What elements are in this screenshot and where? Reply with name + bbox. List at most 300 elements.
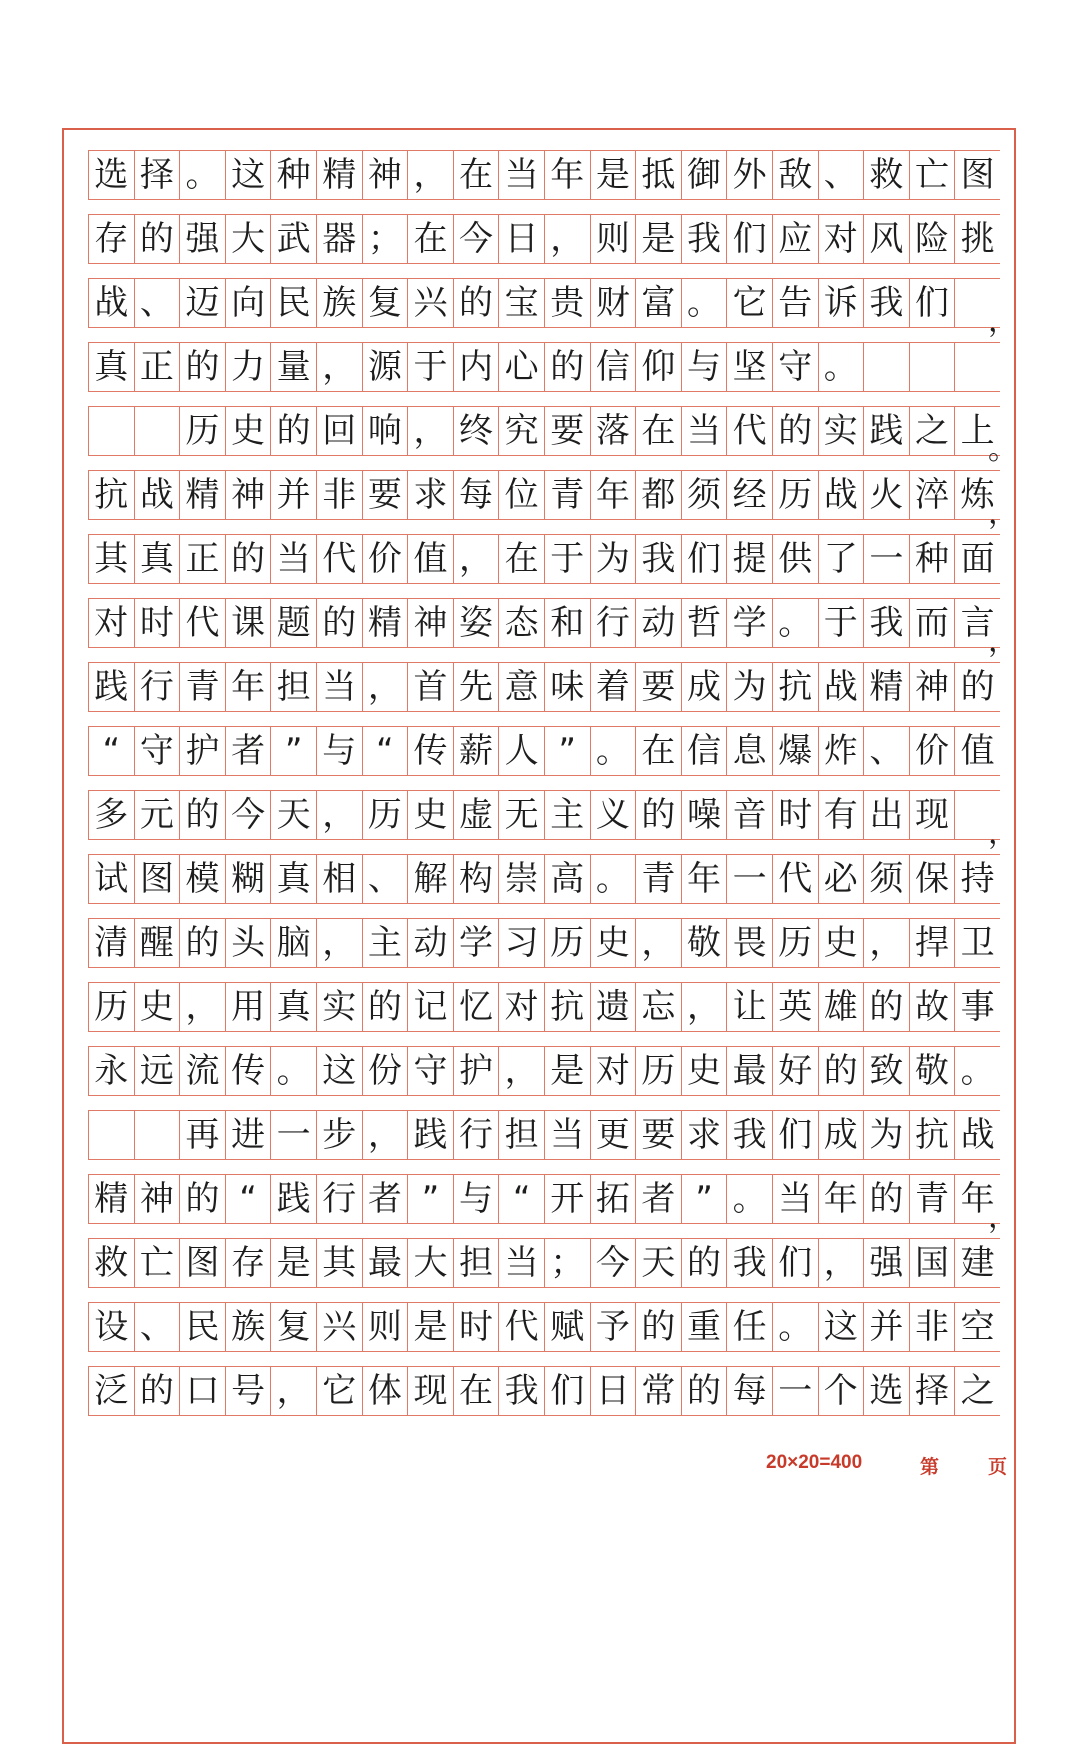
grid-row — [88, 726, 1000, 790]
grid-cell: 对 — [818, 214, 864, 264]
grid-cell: 真 — [270, 982, 316, 1032]
page-prefix-label: 第 — [920, 1457, 940, 1478]
grid-cell: 救 — [88, 1238, 134, 1288]
grid-cell: 经 — [726, 470, 772, 520]
grid-cell — [134, 406, 180, 456]
grid-cell: 要 — [635, 662, 681, 712]
grid-cell: 今 — [453, 214, 499, 264]
grid-cell: 大 — [407, 1238, 453, 1288]
grid-cell: 泛 — [88, 1366, 134, 1416]
grid-cell: 器 — [316, 214, 362, 264]
grid-cell: 大 — [225, 214, 271, 264]
grid-cell: 守 — [772, 342, 818, 392]
grid-row — [88, 1302, 1000, 1366]
grid-cell: 。 — [179, 150, 225, 200]
grid-cell: 的 — [316, 598, 362, 648]
grid-cell: 战 — [818, 662, 864, 712]
grid-cell: 则 — [362, 1302, 408, 1352]
grid-cell: 历 — [772, 470, 818, 520]
grid-cell: 真 — [88, 342, 134, 392]
grid-cell: 是 — [544, 1046, 590, 1096]
grid-cell: 我 — [726, 1110, 772, 1160]
grid-row — [88, 406, 1018, 470]
grid-cell: 青 — [544, 470, 590, 520]
grid-cell: 守 — [407, 1046, 453, 1096]
grid-cell: 担 — [270, 662, 316, 712]
grid-cell: 对 — [88, 598, 134, 648]
grid-row — [88, 1174, 1018, 1238]
grid-cell: ， — [407, 150, 453, 200]
margin-punctuation: ， — [988, 496, 1018, 531]
grid-cell: 保 — [909, 854, 955, 904]
grid-cell: 向 — [225, 278, 271, 328]
grid-cell: 信 — [590, 342, 636, 392]
grid-cell: 在 — [453, 150, 499, 200]
grid-cell: 一 — [270, 1110, 316, 1160]
grid-cell: 。 — [772, 1302, 818, 1352]
grid-cell: 成 — [681, 662, 727, 712]
grid-cell: 们 — [909, 278, 955, 328]
grid-row — [88, 534, 1000, 598]
grid-cell: 值 — [407, 534, 453, 584]
grid-cell: ， — [407, 406, 453, 456]
grid-cell: 者 — [635, 1174, 681, 1224]
grid-cell: 护 — [179, 726, 225, 776]
grid-cell: 持 — [954, 854, 1000, 904]
grid-cell: 当 — [681, 406, 727, 456]
grid-cell: 忆 — [453, 982, 499, 1032]
grid-cell: “ — [362, 726, 408, 776]
grid-cell: 事 — [954, 982, 1000, 1032]
grid-row — [88, 150, 1000, 214]
grid-cell: 历 — [88, 982, 134, 1032]
grid-cell: 淬 — [909, 470, 955, 520]
grid-cell: 值 — [954, 726, 1000, 776]
grid-cell: 战 — [818, 470, 864, 520]
grid-cell: 我 — [498, 1366, 544, 1416]
grid-cell: 永 — [88, 1046, 134, 1096]
grid-row — [88, 214, 1000, 278]
grid-cell: 、 — [362, 854, 408, 904]
grid-cell: 在 — [453, 1366, 499, 1416]
grid-cell: 敌 — [772, 150, 818, 200]
grid-cell: 份 — [362, 1046, 408, 1096]
grid-cell: ” — [407, 1174, 453, 1224]
grid-cell: 今 — [225, 790, 271, 840]
grid-cell: 之 — [909, 406, 955, 456]
grid-cell: 进 — [225, 1110, 271, 1160]
grid-row — [88, 1046, 1000, 1110]
grid-cell: 的 — [179, 342, 225, 392]
grid-cell: 当 — [544, 1110, 590, 1160]
grid-cell — [88, 1110, 134, 1160]
grid-cell: 兴 — [407, 278, 453, 328]
grid-cell: 历 — [544, 918, 590, 968]
grid-cell: 是 — [407, 1302, 453, 1352]
grid-cell: 元 — [134, 790, 180, 840]
grid-cell: 相 — [316, 854, 362, 904]
grid-cell: 的 — [681, 1366, 727, 1416]
grid-cell: 仰 — [635, 342, 681, 392]
grid-cell: 与 — [453, 1174, 499, 1224]
grid-cell: 选 — [88, 150, 134, 200]
grid-cell: 种 — [270, 150, 316, 200]
grid-cell: 日 — [590, 1366, 636, 1416]
grid-cell: 史 — [225, 406, 271, 456]
grid-cell: 记 — [407, 982, 453, 1032]
grid-cell: 们 — [544, 1366, 590, 1416]
grid-cell: 代 — [316, 534, 362, 584]
grid-cell — [954, 342, 1000, 392]
grid-cell: 源 — [362, 342, 408, 392]
grid-cell: ， — [681, 982, 727, 1032]
grid-cell: 的 — [179, 1174, 225, 1224]
grid-cell: 守 — [134, 726, 180, 776]
grid-cell: 年 — [590, 470, 636, 520]
grid-cell: 态 — [498, 598, 544, 648]
page-footer — [766, 1452, 1016, 1476]
grid-cell: ” — [681, 1174, 727, 1224]
grid-cell: 真 — [270, 854, 316, 904]
grid-cell: 宝 — [498, 278, 544, 328]
grid-cell: 存 — [88, 214, 134, 264]
grid-row — [88, 918, 1000, 982]
grid-cell: 的 — [134, 1366, 180, 1416]
grid-cell: 。 — [270, 1046, 316, 1096]
grid-cell: 我 — [681, 214, 727, 264]
grid-cell: 其 — [316, 1238, 362, 1288]
grid-cell: 历 — [179, 406, 225, 456]
grid-cell: 炼 — [954, 470, 1000, 520]
grid-cell: 号 — [225, 1366, 271, 1416]
grid-cell: 今 — [590, 1238, 636, 1288]
grid-cell: 我 — [726, 1238, 772, 1288]
grid-cell: 年 — [544, 150, 590, 200]
grid-cell: 非 — [909, 1302, 955, 1352]
grid-cell: 姿 — [453, 598, 499, 648]
grid-cell: 空 — [954, 1302, 1000, 1352]
grid-row — [88, 278, 1018, 342]
grid-cell: 在 — [407, 214, 453, 264]
grid-cell: 历 — [635, 1046, 681, 1096]
grid-cell: 卫 — [954, 918, 1000, 968]
grid-cell: 的 — [453, 278, 499, 328]
grid-cell: 这 — [818, 1302, 864, 1352]
grid-cell: 年 — [954, 1174, 1000, 1224]
grid-cell: 战 — [954, 1110, 1000, 1160]
grid-cell: 要 — [635, 1110, 681, 1160]
grid-cell: 重 — [681, 1302, 727, 1352]
grid-cell: 个 — [818, 1366, 864, 1416]
grid-cell: 内 — [453, 342, 499, 392]
grid-cell: 神 — [407, 598, 453, 648]
grid-cell: ， — [316, 918, 362, 968]
margin-punctuation: ， — [988, 816, 1018, 851]
grid-cell: 的 — [635, 1302, 681, 1352]
grid-cell: 言 — [954, 598, 1000, 648]
grid-cell: 风 — [863, 214, 909, 264]
grid-cell: 真 — [134, 534, 180, 584]
grid-cell: 复 — [362, 278, 408, 328]
grid-cell: 。 — [590, 726, 636, 776]
grid-cell: 主 — [544, 790, 590, 840]
grid-cell: 解 — [407, 854, 453, 904]
margin-punctuation: ， — [988, 624, 1018, 659]
grid-cell: 醒 — [134, 918, 180, 968]
grid-cell: ， — [316, 790, 362, 840]
grid-cell: 行 — [590, 598, 636, 648]
grid-cell: 更 — [590, 1110, 636, 1160]
grid-cell: 量 — [270, 342, 316, 392]
grid-cell: 捍 — [909, 918, 955, 968]
grid-row — [88, 1110, 1000, 1174]
grid-cell: 代 — [726, 406, 772, 456]
grid-cell: 故 — [909, 982, 955, 1032]
grid-cell: 则 — [590, 214, 636, 264]
grid-cell: 最 — [362, 1238, 408, 1288]
grid-cell: 践 — [88, 662, 134, 712]
grid-cell: 战 — [88, 278, 134, 328]
grid-cell: 实 — [818, 406, 864, 456]
grid-cell: 神 — [134, 1174, 180, 1224]
grid-cell: 音 — [726, 790, 772, 840]
grid-cell: 当 — [772, 1174, 818, 1224]
grid-cell: 予 — [590, 1302, 636, 1352]
grid-cell: 意 — [498, 662, 544, 712]
grid-cell: 担 — [453, 1238, 499, 1288]
grid-cell: 。 — [681, 278, 727, 328]
grid-cell: 强 — [179, 214, 225, 264]
grid-cell: 正 — [134, 342, 180, 392]
grid-cell: 诉 — [818, 278, 864, 328]
grid-cell: ， — [635, 918, 681, 968]
grid-cell: 价 — [362, 534, 408, 584]
grid-cell: 史 — [407, 790, 453, 840]
grid-cell: 、 — [134, 1302, 180, 1352]
grid-cell: 题 — [270, 598, 316, 648]
grid-cell: 遗 — [590, 982, 636, 1032]
grid-cell: 是 — [590, 150, 636, 200]
grid-cell: 远 — [134, 1046, 180, 1096]
grid-cell: 图 — [179, 1238, 225, 1288]
grid-cell: 。 — [954, 1046, 1000, 1096]
grid-cell: 一 — [772, 1366, 818, 1416]
grid-cell: 体 — [362, 1366, 408, 1416]
grid-cell: 的 — [954, 662, 1000, 712]
grid-cell: 口 — [179, 1366, 225, 1416]
grid-cell: 常 — [635, 1366, 681, 1416]
grid-cell: 的 — [179, 918, 225, 968]
grid-cell: 上 — [954, 406, 1000, 456]
grid-cell: 挑 — [954, 214, 1000, 264]
grid-cell: 史 — [134, 982, 180, 1032]
grid-cell: 崇 — [498, 854, 544, 904]
grid-cell: 必 — [818, 854, 864, 904]
grid-cell: 建 — [954, 1238, 1000, 1288]
grid-cell: 习 — [498, 918, 544, 968]
grid-cell: 史 — [818, 918, 864, 968]
grid-cell: 究 — [498, 406, 544, 456]
grid-cell: 之 — [954, 1366, 1000, 1416]
margin-punctuation: 。 — [988, 432, 1018, 467]
grid-cell: 非 — [316, 470, 362, 520]
grid-cell: 每 — [726, 1366, 772, 1416]
grid-cell: 动 — [407, 918, 453, 968]
grid-row — [88, 598, 1018, 662]
grid-cell: 的 — [179, 790, 225, 840]
grid-cell: 价 — [909, 726, 955, 776]
grid-cell: 其 — [88, 534, 134, 584]
grid-cell: 择 — [909, 1366, 955, 1416]
grid-cell: 薪 — [453, 726, 499, 776]
grid-cell: 每 — [453, 470, 499, 520]
grid-cell: 哲 — [681, 598, 727, 648]
grid-cell: 青 — [635, 854, 681, 904]
grid-cell: 的 — [544, 342, 590, 392]
grid-cell: 抗 — [88, 470, 134, 520]
grid-cell: 。 — [590, 854, 636, 904]
grid-cell: 拓 — [590, 1174, 636, 1224]
grid-cell: 的 — [134, 214, 180, 264]
grid-cell: ， — [498, 1046, 544, 1096]
grid-cell: 让 — [726, 982, 772, 1032]
grid-cell: 的 — [270, 406, 316, 456]
grid-cell: 落 — [590, 406, 636, 456]
grid-cell: ， — [362, 662, 408, 712]
grid-cell: 御 — [681, 150, 727, 200]
grid-cell: 年 — [818, 1174, 864, 1224]
grid-cell: 课 — [225, 598, 271, 648]
grid-cell: 主 — [362, 918, 408, 968]
grid-cell: 火 — [863, 470, 909, 520]
grid-cell: ， — [544, 214, 590, 264]
grid-cell: 民 — [270, 278, 316, 328]
margin-punctuation: ， — [988, 1200, 1018, 1235]
grid-cell: 息 — [726, 726, 772, 776]
grid-cell: 学 — [726, 598, 772, 648]
grid-cell: 传 — [407, 726, 453, 776]
grid-cell: 时 — [453, 1302, 499, 1352]
grid-cell: 的 — [863, 1174, 909, 1224]
grid-cell: 时 — [772, 790, 818, 840]
grid-cell: 的 — [818, 1046, 864, 1096]
grid-cell: 、 — [134, 278, 180, 328]
grid-cell: 精 — [316, 150, 362, 200]
grid-cell: 、 — [818, 150, 864, 200]
grid-cell: 迈 — [179, 278, 225, 328]
writing-grid — [88, 150, 1018, 1430]
grid-cell: ， — [453, 534, 499, 584]
grid-cell: ， — [179, 982, 225, 1032]
grid-cell: 力 — [225, 342, 271, 392]
grid-cell: 提 — [726, 534, 772, 584]
grid-cell: 再 — [179, 1110, 225, 1160]
grid-cell: 在 — [635, 726, 681, 776]
grid-cell — [909, 342, 955, 392]
grid-cell: 首 — [407, 662, 453, 712]
grid-cell: 神 — [225, 470, 271, 520]
grid-cell: 青 — [909, 1174, 955, 1224]
grid-cell: 爆 — [772, 726, 818, 776]
grid-cell: 畏 — [726, 918, 772, 968]
grid-cell: 好 — [772, 1046, 818, 1096]
grid-cell — [88, 406, 134, 456]
grid-cell: 赋 — [544, 1302, 590, 1352]
grid-cell: 的 — [635, 790, 681, 840]
grid-cell: 青 — [179, 662, 225, 712]
grid-row — [88, 470, 1018, 534]
grid-cell: 学 — [453, 918, 499, 968]
grid-cell: 护 — [453, 1046, 499, 1096]
grid-cell: 实 — [316, 982, 362, 1032]
grid-cell: 回 — [316, 406, 362, 456]
grid-cell: 时 — [134, 598, 180, 648]
grid-cell: 是 — [270, 1238, 316, 1288]
grid-cell: 一 — [726, 854, 772, 904]
grid-cell: 强 — [863, 1238, 909, 1288]
grid-cell: 有 — [818, 790, 864, 840]
grid-cell: 用 — [225, 982, 271, 1032]
grid-cell: 是 — [635, 214, 681, 264]
grid-cell: 武 — [270, 214, 316, 264]
grid-cell: 为 — [590, 534, 636, 584]
grid-cell: 对 — [590, 1046, 636, 1096]
grid-cell: 的 — [863, 982, 909, 1032]
grid-cell: 头 — [225, 918, 271, 968]
grid-cell: ； — [544, 1238, 590, 1288]
grid-cell: ， — [362, 1110, 408, 1160]
grid-cell: 图 — [954, 150, 1000, 200]
grid-cell: ” — [544, 726, 590, 776]
grid-cell: 高 — [544, 854, 590, 904]
grid-cell: 都 — [635, 470, 681, 520]
grid-cell: ， — [270, 1366, 316, 1416]
grid-cell: 抗 — [772, 662, 818, 712]
grid-cell: “ — [88, 726, 134, 776]
grid-cell: 味 — [544, 662, 590, 712]
grid-cell: 心 — [498, 342, 544, 392]
grid-row — [88, 342, 1000, 406]
grid-cell: 民 — [179, 1302, 225, 1352]
grid-cell: 们 — [772, 1238, 818, 1288]
grid-row — [88, 1366, 1000, 1430]
grid-cell: 要 — [362, 470, 408, 520]
grid-cell: 响 — [362, 406, 408, 456]
grid-cell: 了 — [818, 534, 864, 584]
grid-cell: 于 — [818, 598, 864, 648]
grid-cell: 图 — [134, 854, 180, 904]
grid-cell: 我 — [863, 278, 909, 328]
grid-cell: 、 — [863, 726, 909, 776]
grid-cell: 成 — [818, 1110, 864, 1160]
grid-cell: 精 — [179, 470, 225, 520]
grid-cell: 应 — [772, 214, 818, 264]
grid-cell: 正 — [179, 534, 225, 584]
grid-cell: 担 — [498, 1110, 544, 1160]
grid-cell: 的 — [362, 982, 408, 1032]
grid-cell: 们 — [772, 1110, 818, 1160]
grid-cell: 构 — [453, 854, 499, 904]
grid-cell: 须 — [863, 854, 909, 904]
grid-cell: 为 — [726, 662, 772, 712]
grid-row — [88, 662, 1000, 726]
grid-cell: 这 — [316, 1046, 362, 1096]
grid-cell: 的 — [225, 534, 271, 584]
grid-cell: 模 — [179, 854, 225, 904]
grid-cell: 行 — [134, 662, 180, 712]
grid-cell: 。 — [772, 598, 818, 648]
grid-cell: 炸 — [818, 726, 864, 776]
